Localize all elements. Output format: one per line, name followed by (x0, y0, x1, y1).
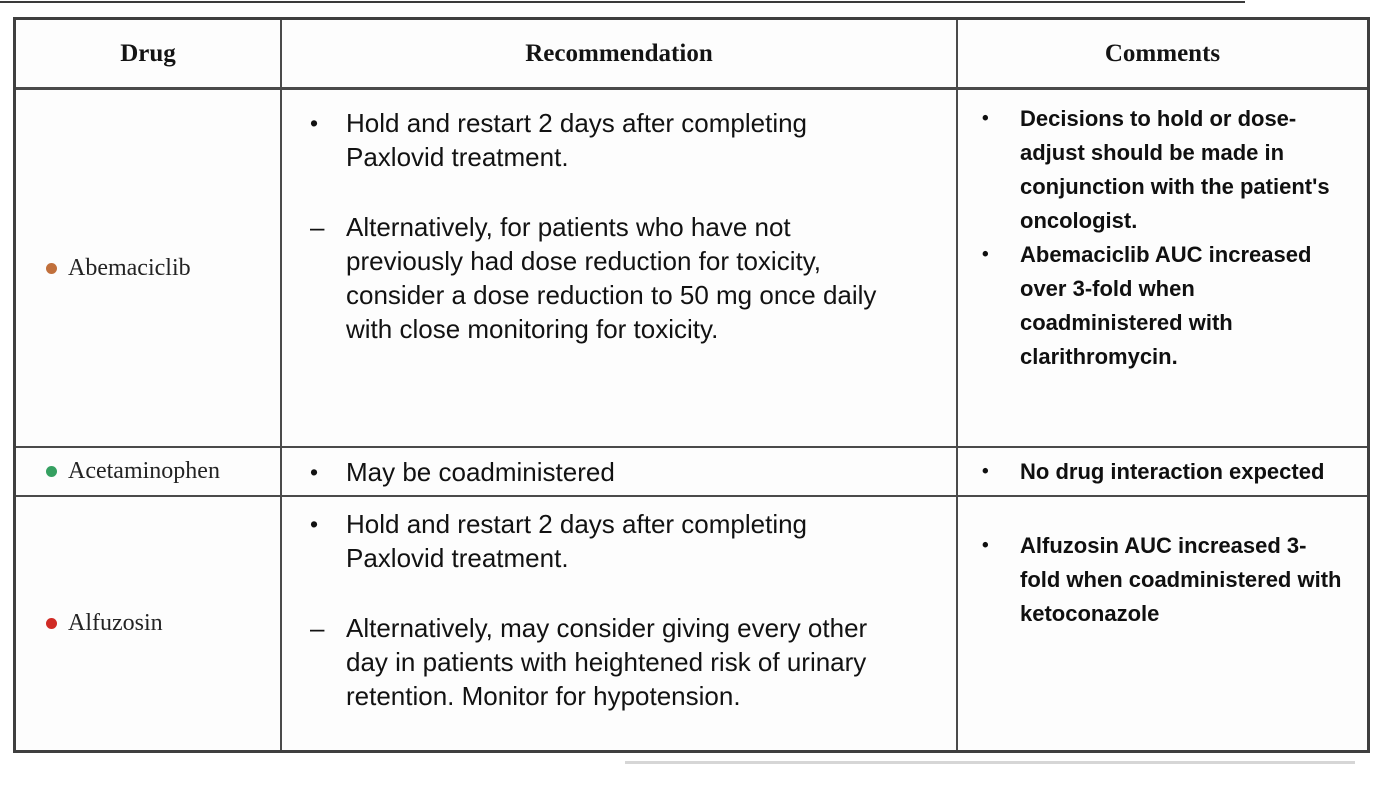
bullet-marker: • (982, 108, 989, 129)
dash-marker: – (310, 613, 325, 643)
drug-interaction-table (13, 17, 1370, 753)
bullet-marker: • (982, 460, 989, 482)
list-item-text: Abemaciclib AUC increased over 3-fold when coadministered with clarithromycin. (1020, 242, 1312, 369)
drug-name: Alfuzosin (68, 610, 163, 636)
list-item-text: Hold and restart 2 days after completing Paxlovid treatment. (346, 509, 808, 573)
comments-cell-acetaminophen (958, 448, 1367, 497)
list-item-text: Decisions to hold or dose-adjust should be made in conjunction with the patient's oncologist. (1020, 106, 1330, 233)
bullet-marker: • (310, 110, 319, 136)
drug-cell-acetaminophen (16, 448, 282, 497)
comments-cell-alfuzosin (958, 497, 1367, 750)
list-item (310, 611, 916, 713)
bullet-marker: • (982, 535, 989, 556)
column-header-recommendation-label: Recommendation (525, 39, 713, 67)
list-item-text: Alternatively, for patients who have not previously had dose reduction for toxicity, consider a dose reduction to 50 mg once daily with close monitoring for toxicity. (346, 212, 877, 344)
drug-name: Abemaciclib (68, 254, 191, 281)
list-item-text: May be coadministered (346, 456, 615, 487)
list-item (310, 210, 916, 346)
list-item (982, 102, 1349, 238)
drug-cell-alfuzosin (16, 497, 282, 750)
column-header-comments (958, 20, 1367, 90)
recommendation-cell-alfuzosin (282, 497, 958, 750)
drug-name: Acetaminophen (68, 458, 220, 484)
list-item (982, 455, 1324, 489)
drug-bullet-icon (46, 618, 57, 629)
comments-cell-abemaciclib (958, 90, 1367, 448)
drug-cell-abemaciclib (16, 90, 282, 448)
recommendation-cell-abemaciclib (282, 90, 958, 448)
list-item-text: Hold and restart 2 days after completing Paxlovid treatment. (346, 108, 808, 172)
list-item (310, 106, 916, 174)
list-item-text: Alternatively, may consider giving every other day in patients with heightened risk of urinary retention. Monitor for hypotension. (346, 613, 868, 711)
column-header-drug (16, 20, 282, 90)
list-item (310, 507, 916, 575)
list-item (310, 455, 615, 489)
dash-marker: – (310, 212, 325, 242)
column-header-recommendation (282, 20, 958, 90)
drug-bullet-icon (46, 466, 57, 477)
recommendation-cell-acetaminophen (282, 448, 958, 497)
column-header-comments-label: Comments (1104, 39, 1221, 67)
bullet-marker: • (310, 511, 319, 537)
drug-bullet-icon (46, 263, 57, 274)
bullet-marker: • (982, 244, 989, 265)
list-item-text: Alfuzosin AUC increased 3-fold when coadministered with ketoconazole (1020, 533, 1342, 626)
bullet-marker: • (310, 458, 319, 485)
list-item-text: No drug interaction expected (1020, 458, 1325, 484)
crop-artifact-line-bottom (625, 761, 1355, 764)
list-item (982, 529, 1349, 631)
column-header-drug-label: Drug (120, 39, 176, 67)
list-item (982, 238, 1349, 374)
crop-artifact-line-top (0, 1, 1245, 3)
